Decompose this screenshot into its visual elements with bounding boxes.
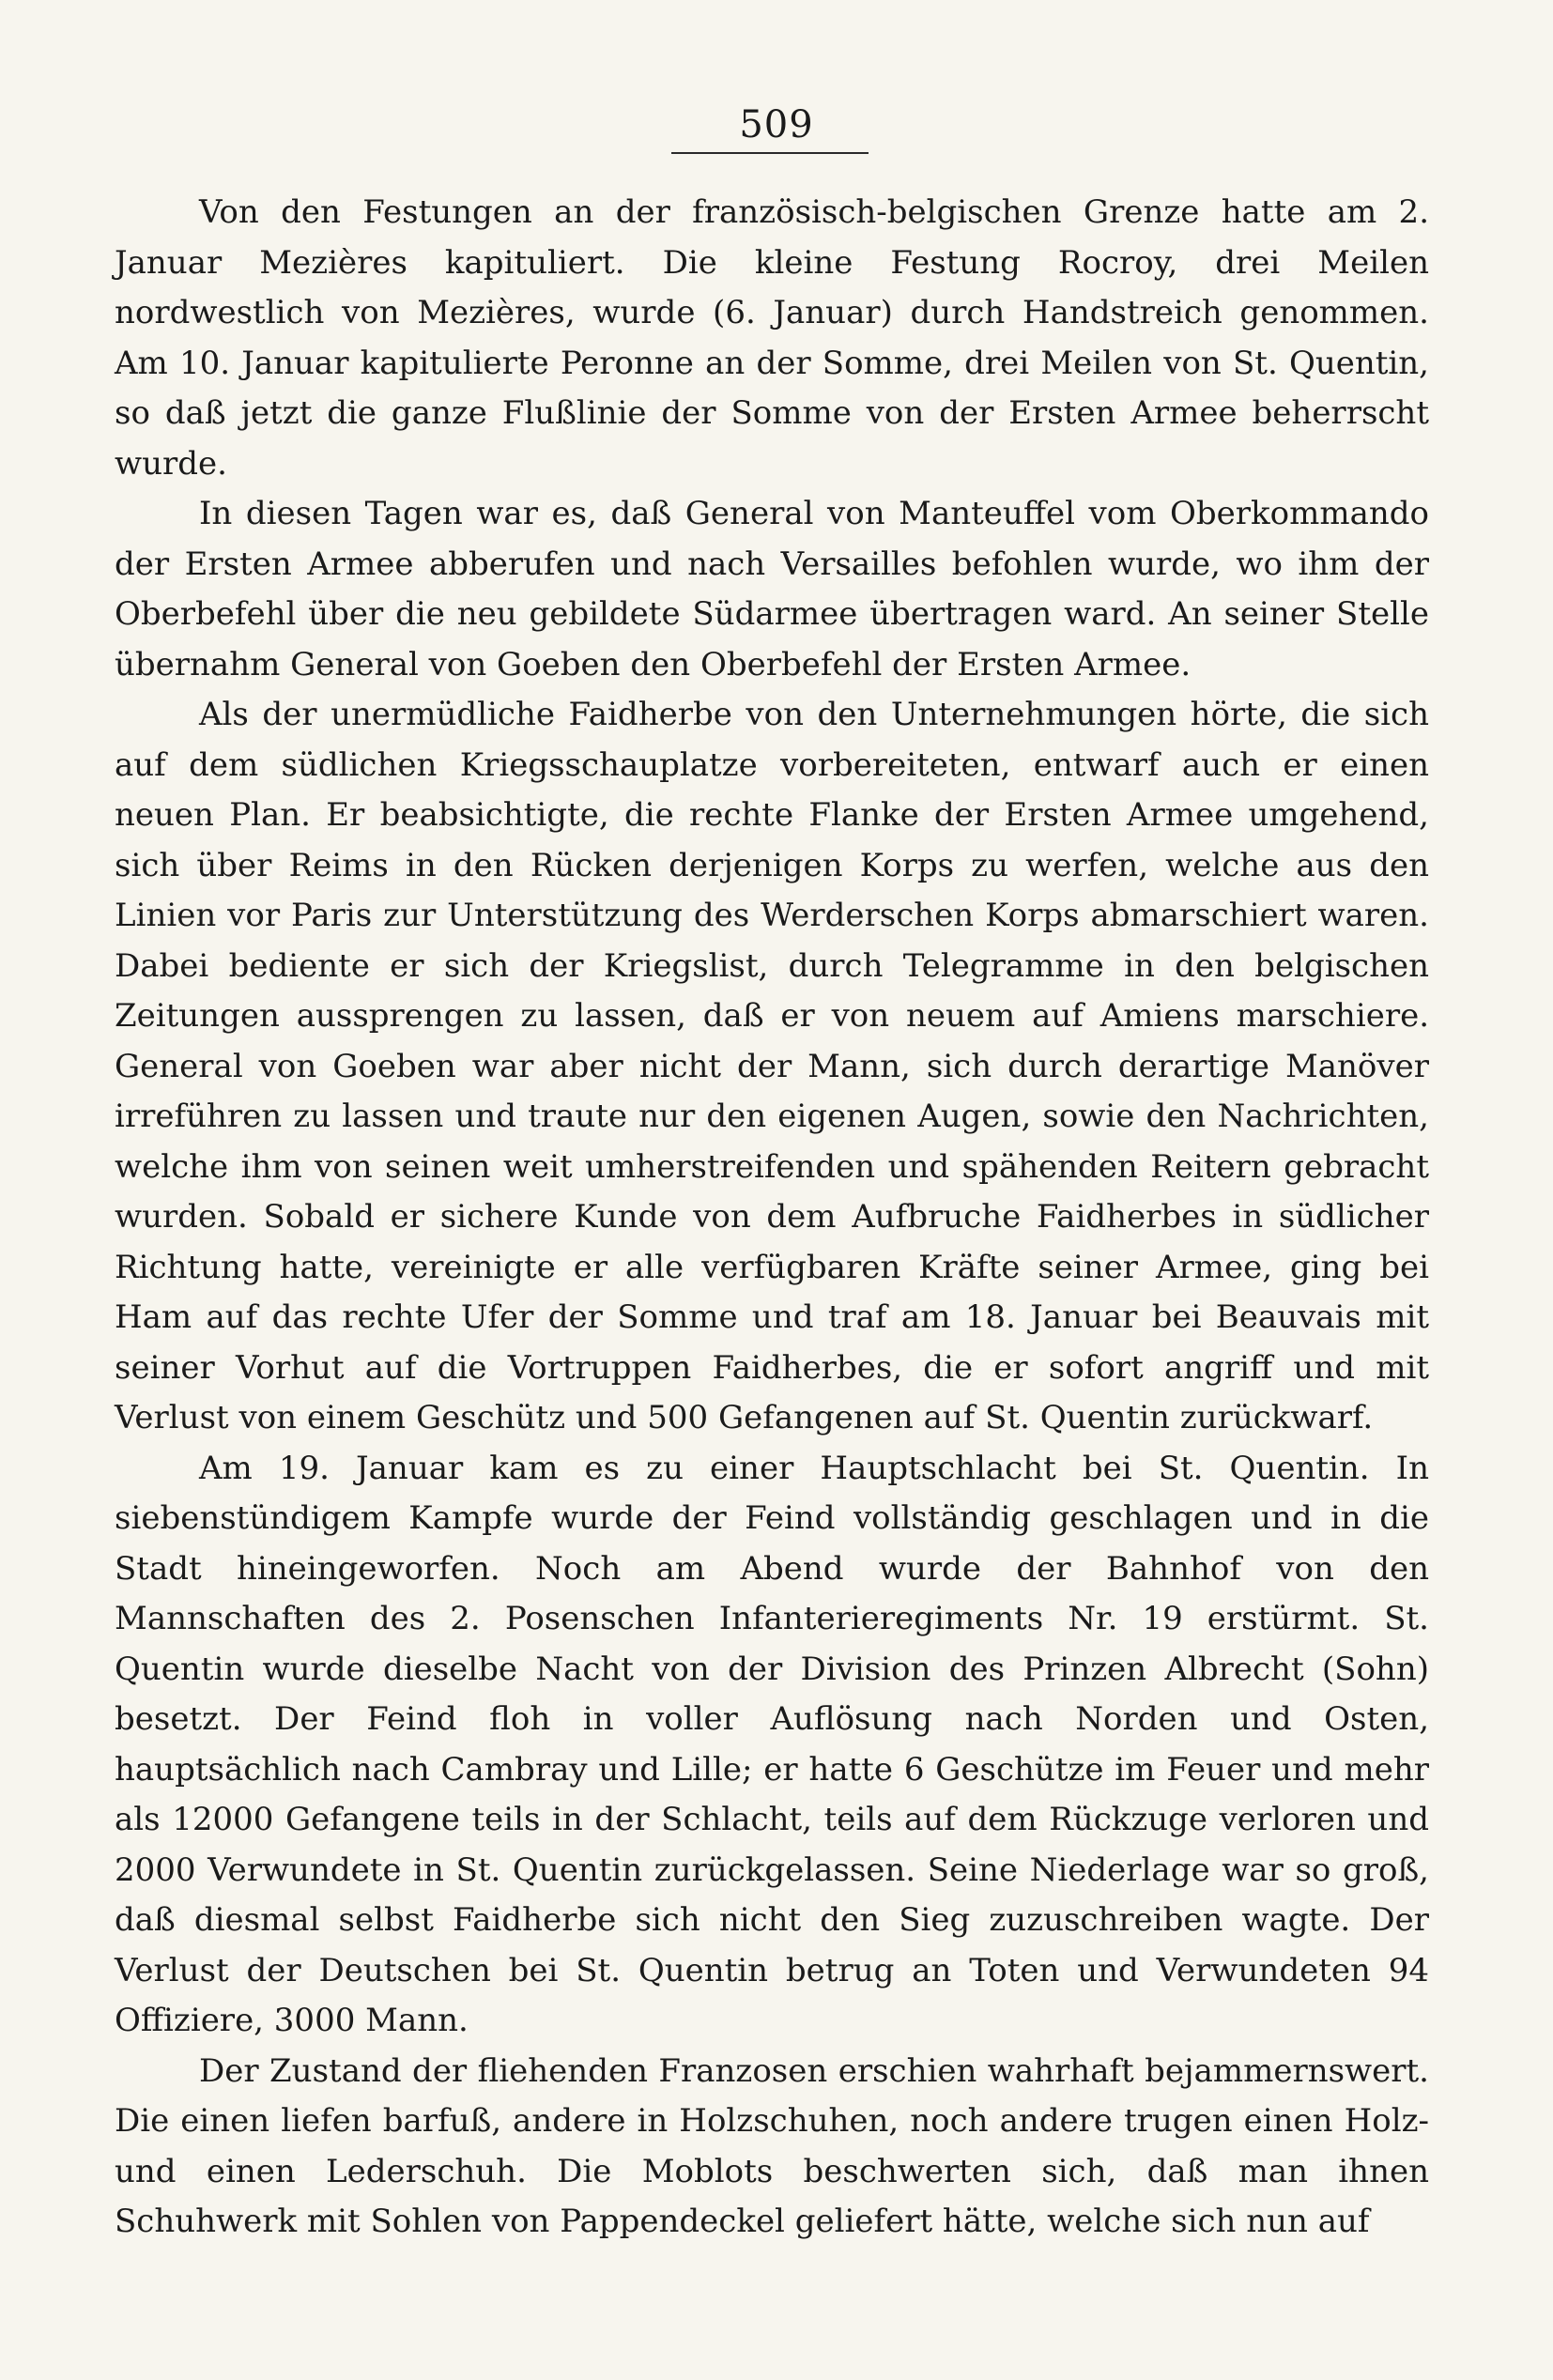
page-number: 509 bbox=[739, 103, 814, 146]
paragraph-2: In diesen Tagen war es, daß General von Manteuffel vom Oberkommando der Ersten Armee abberufen und nach Versailles befohlen wurde, wo ihm der Oberbefehl über die neu gebildete Südarmee übertragen ward. An seiner Stelle übernahm General von Goeben den Oberbefehl der Ersten Armee. bbox=[115, 495, 1429, 683]
header-rule bbox=[671, 152, 869, 154]
paragraph-5: Der Zustand der fliehenden Franzosen erschien wahrhaft bejammernswert. Die einen liefen barfuß, andere in Holzschuhen, noch andere trugen einen Holz- und einen Lederschuh. Die Moblots beschwerten sich, daß man ihnen Schuhwerk mit Sohlen von Pappendeckel geliefert hätte, welche sich nun auf bbox=[115, 2051, 1429, 2240]
paragraph-1: Von den Festungen an der französisch-belgischen Grenze hatte am 2. Januar Mezières kapituliert. Die kleine Festung Rocroy, drei Meilen nordwestlich von Mezières, wurde (6. Januar) durch Handstreich genommen. Am 10. Januar kapitulierte Peronne an der Somme, drei Meilen von St. Quentin, so daß jetzt die ganze Flußlinie der Somme von der Ersten Armee beherrscht wurde. bbox=[115, 193, 1429, 483]
paragraph-3: Als der unermüdliche Faidherbe von den Unternehmungen hörte, die sich auf dem südlichen Kriegsschauplatze vorbereiteten, entwarf auch er einen neuen Plan. Er beabsichtigte, die rechte Flanke der Ersten Armee umgehend, sich über Reims in den Rücken derjenigen Korps zu werfen, welche aus den Linien vor Paris zur Unterstützung des Werderschen Korps abmarschiert waren. Dabei bediente er sich der Kriegslist, durch Telegramme in den belgischen Zeitungen aussprengen zu lassen, daß er von neuem auf Amiens marschiere. General von Goeben war aber nicht der Mann, sich durch derartige Manöver irreführen zu lassen und traute nur den eigenen Augen, sowie den Nachrichten, welche ihm von seinen weit umherstreifenden und spähenden Reitern gebracht wurden. Sobald er sichere Kunde von dem Aufbruche Faidherbes in südlicher Richtung hatte, vereinigte er alle verfügbaren Kräfte seiner Armee, ging bei Ham auf das rechte Ufer der Somme und traf am 18. Januar bei Beauvais mit seiner Vorhut auf die Vortruppen Faidherbes, die er sofort angriff und mit Verlust von einem Geschütz und 500 Gefangenen auf St. Quentin zurückwarf. bbox=[115, 696, 1429, 1436]
paragraph-4: Am 19. Januar kam es zu einer Hauptschlacht bei St. Quentin. In siebenstündigem Kampfe wurde der Feind vollständig geschlagen und in die Stadt hineingeworfen. Noch am Abend wurde der Bahnhof von den Mannschaften des 2. Posenschen Infanterieregiments Nr. 19 erstürmt. St. Quentin wurde dieselbe Nacht von der Division des Prinzen Albrecht (Sohn) besetzt. Der Feind floh in voller Auflösung nach Norden und Osten, hauptsächlich nach Cambray und Lille; er hatte 6 Geschütze im Feuer und mehr als 12000 Gefangene teils in der Schlacht, teils auf dem Rückzuge verloren und 2000 Verwundete in St. Quentin zurückgelassen. Seine Niederlage war so groß, daß diesmal selbst Faidherbe sich nicht den Sieg zuzuschreiben wagte. Der Verlust der Deutschen bei St. Quentin betrug an Toten und Verwundeten 94 Offiziere, 3000 Mann. bbox=[115, 1449, 1429, 2039]
body-text bbox=[115, 188, 1429, 2248]
